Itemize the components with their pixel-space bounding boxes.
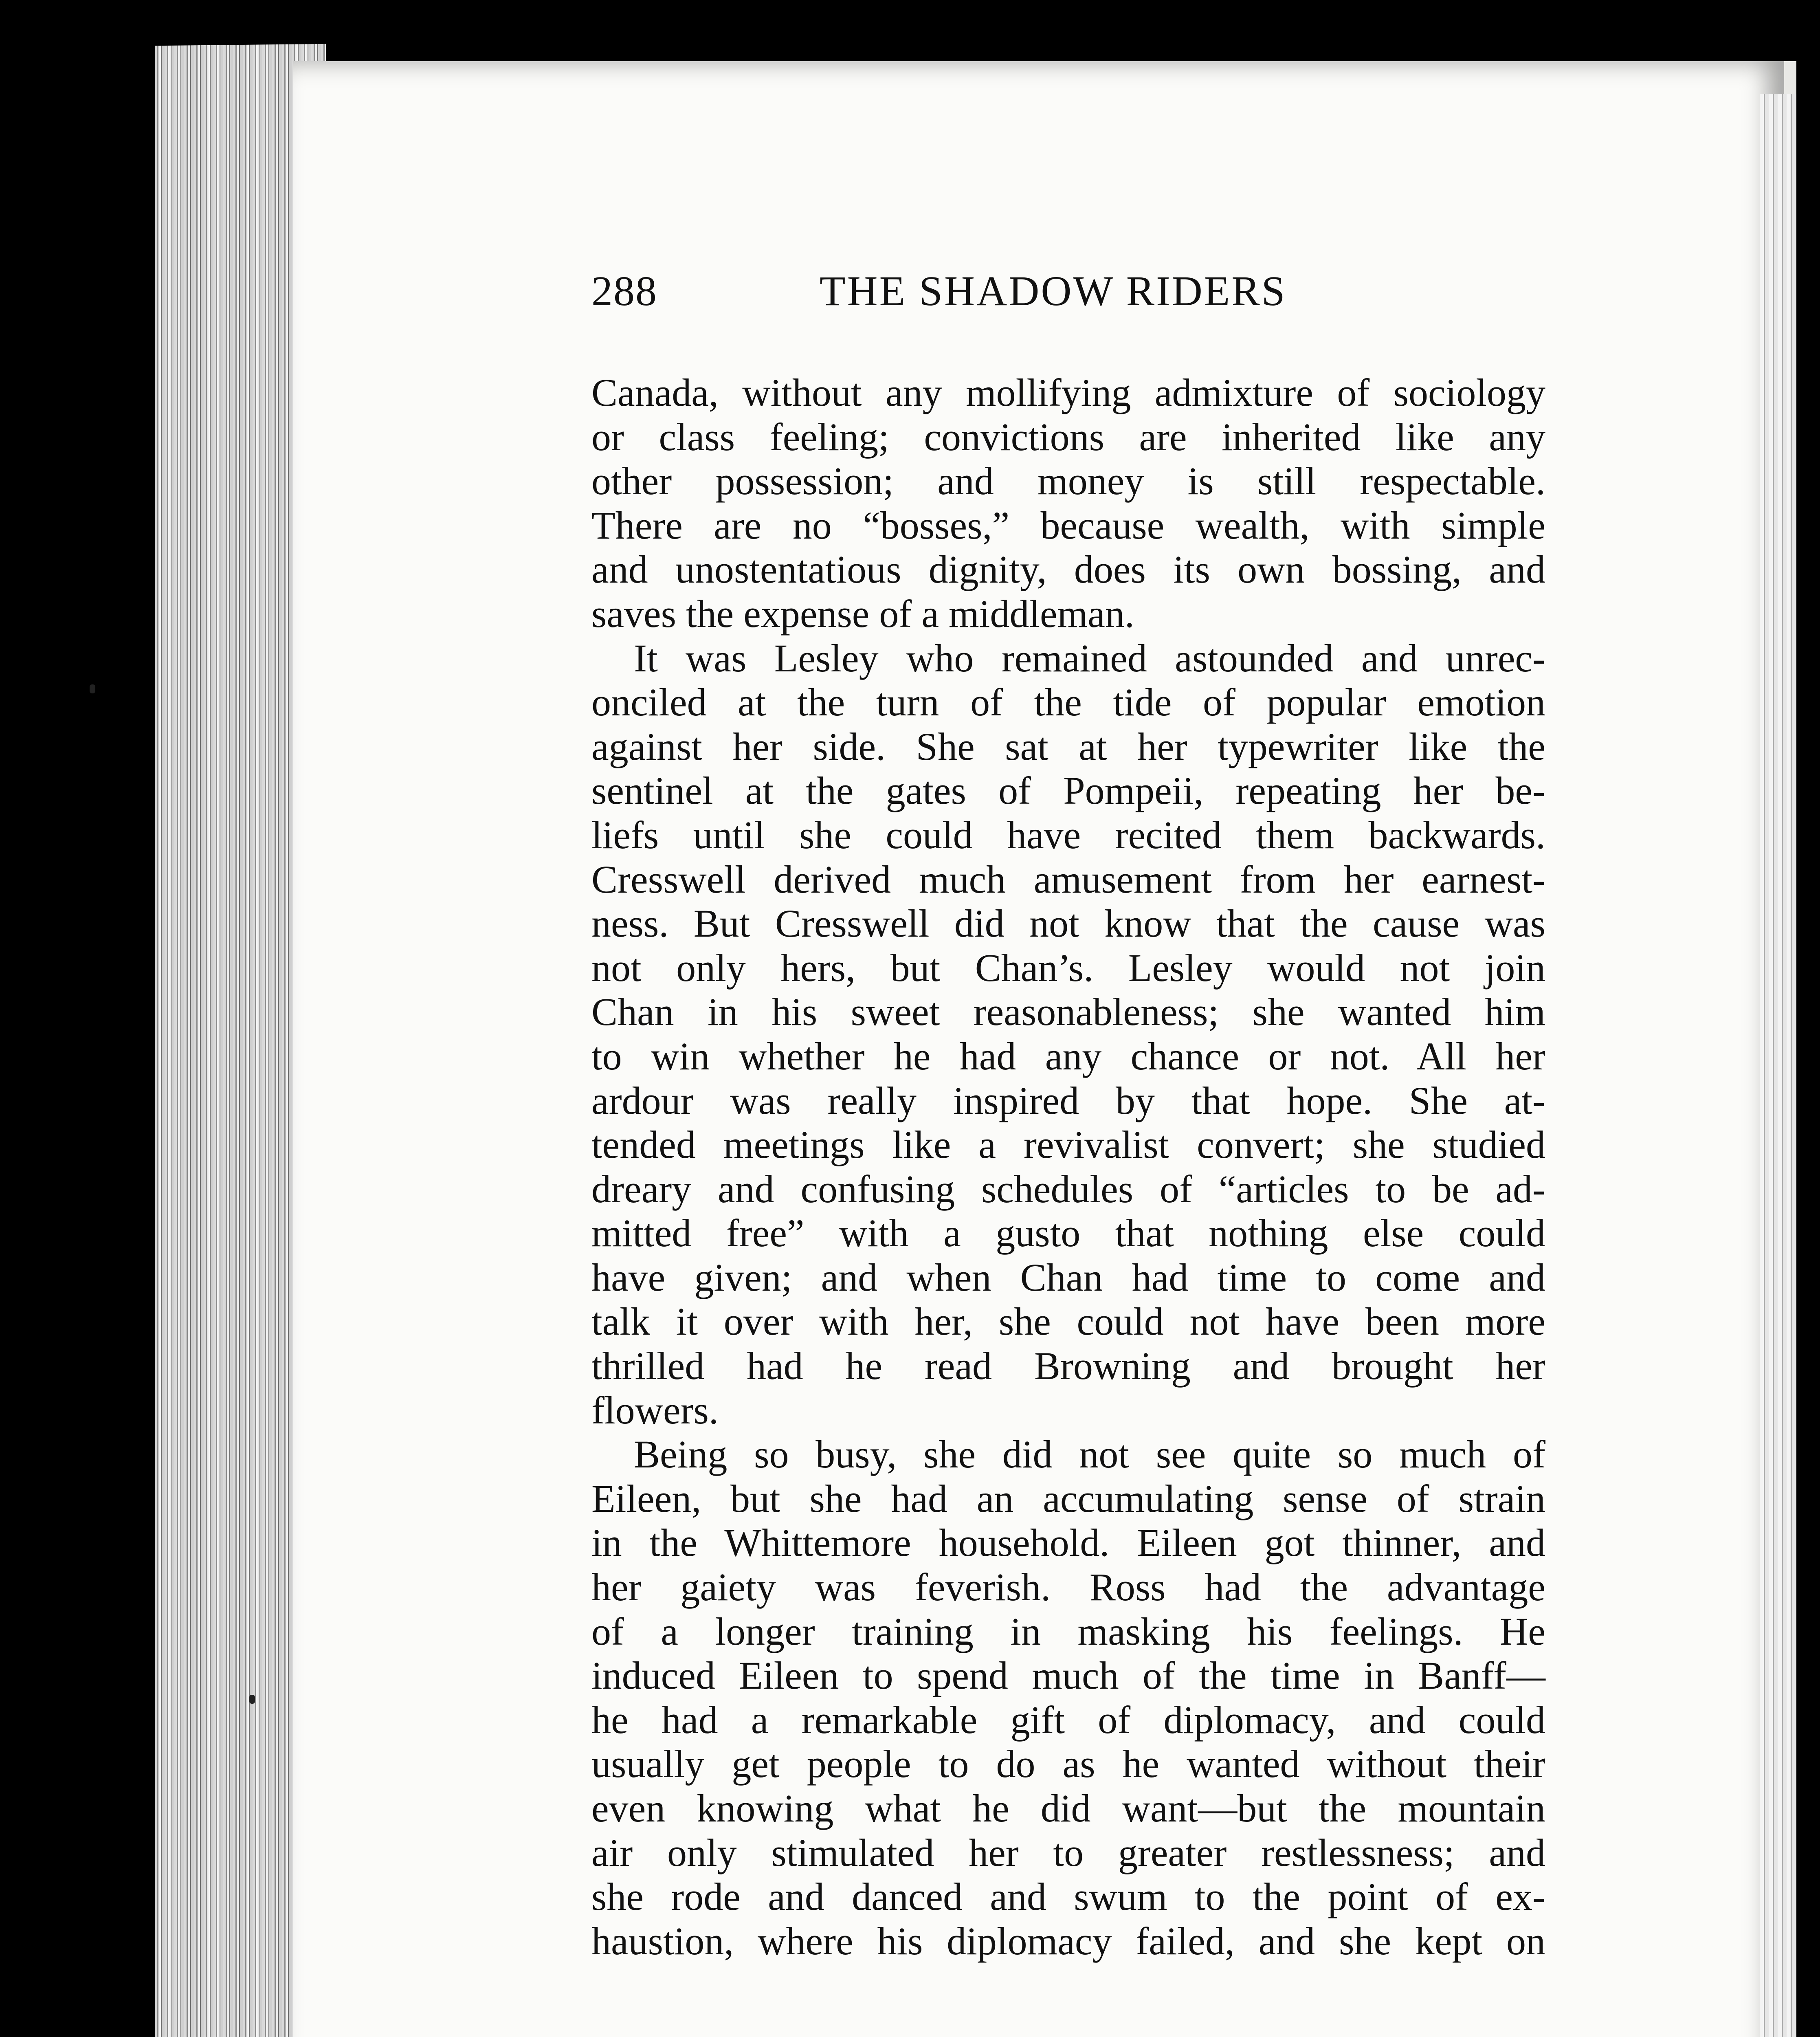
text-line: saves the expense of a middleman.: [591, 592, 1134, 636]
text-line: not only hers, but Chan’s. Lesley would not join: [591, 946, 1545, 990]
text-line: and unostentatious dignity, does its own bossing, and: [591, 548, 1545, 592]
right-page-edge: [1760, 94, 1796, 2037]
text-line: Eileen, but she had an accumulating sense of strain: [591, 1476, 1545, 1520]
text-line: have given; and when Chan had time to come and: [591, 1255, 1545, 1299]
text-line: haustion, where his diplomacy failed, and she kept on: [591, 1919, 1545, 1963]
text-line: her gaiety was feverish. Ross had the advantage: [591, 1565, 1545, 1609]
text-line: Canada, without any mollifying admixture of sociology: [591, 371, 1545, 414]
text-line: ardour was really inspired by that hope. She at-: [591, 1078, 1545, 1122]
text-line: It was Lesley who remained astounded and unrec-: [634, 636, 1545, 680]
text-line: against her side. She sat at her typewriter like the: [591, 724, 1545, 768]
scan-speck: [90, 684, 95, 693]
text-line: usually get people to do as he wanted without their: [591, 1742, 1545, 1786]
text-line: she rode and danced and swum to the point of ex-: [591, 1875, 1545, 1919]
text-line: of a longer training in masking his feelings. He: [591, 1609, 1545, 1653]
text-line: talk it over with her, she could not have been more: [591, 1300, 1545, 1344]
paragraph-1: [591, 371, 1545, 636]
text-line: or class feeling; convictions are inherited like any: [591, 415, 1545, 459]
text-line: tended meetings like a revivalist convert; she studied: [591, 1123, 1545, 1167]
text-line: There are no “bosses,” because wealth, with simple: [591, 503, 1545, 547]
text-line: mitted free” with a gusto that nothing else could: [591, 1211, 1545, 1255]
text-line: sentinel at the gates of Pompeii, repeating her be-: [591, 769, 1545, 813]
book-title: THE SHADOW RIDERS: [820, 268, 1287, 315]
text-line: other possession; and money is still respectable.: [591, 459, 1545, 503]
page-number: 288: [591, 268, 657, 315]
text-line: liefs until she could have recited them backwards.: [591, 813, 1545, 857]
text-line: Cresswell derived much amusement from her earnest-: [591, 857, 1545, 901]
running-head: [591, 267, 1312, 328]
text-line: Chan in his sweet reasonableness; she wanted him: [591, 990, 1545, 1034]
text-line: onciled at the turn of the tide of popular emotion: [591, 680, 1545, 724]
text-line: in the Whittemore household. Eileen got thinner, and: [591, 1521, 1545, 1565]
text-line: induced Eileen to spend much of the time in Banff—: [591, 1654, 1545, 1698]
text-line: flowers.: [591, 1388, 719, 1432]
paragraph-3: [591, 1432, 1545, 1963]
body-text: [591, 371, 1545, 1963]
text-line: even knowing what he did want—but the mountain: [591, 1786, 1545, 1830]
text-line: ness. But Cresswell did not know that the cause was: [591, 902, 1545, 946]
text-line: dreary and confusing schedules of “articles to be ad-: [591, 1167, 1545, 1211]
text-line: air only stimulated her to greater restlessness; and: [591, 1830, 1545, 1874]
paragraph-2: [591, 636, 1545, 1433]
scan-speck: [249, 1695, 255, 1704]
text-line: to win whether he had any chance or not. All her: [591, 1034, 1545, 1078]
text-line: thrilled had he read Browning and brought her: [591, 1344, 1545, 1388]
text-line: Being so busy, she did not see quite so much of: [634, 1432, 1545, 1476]
text-line: he had a remarkable gift of diplomacy, and could: [591, 1698, 1545, 1742]
